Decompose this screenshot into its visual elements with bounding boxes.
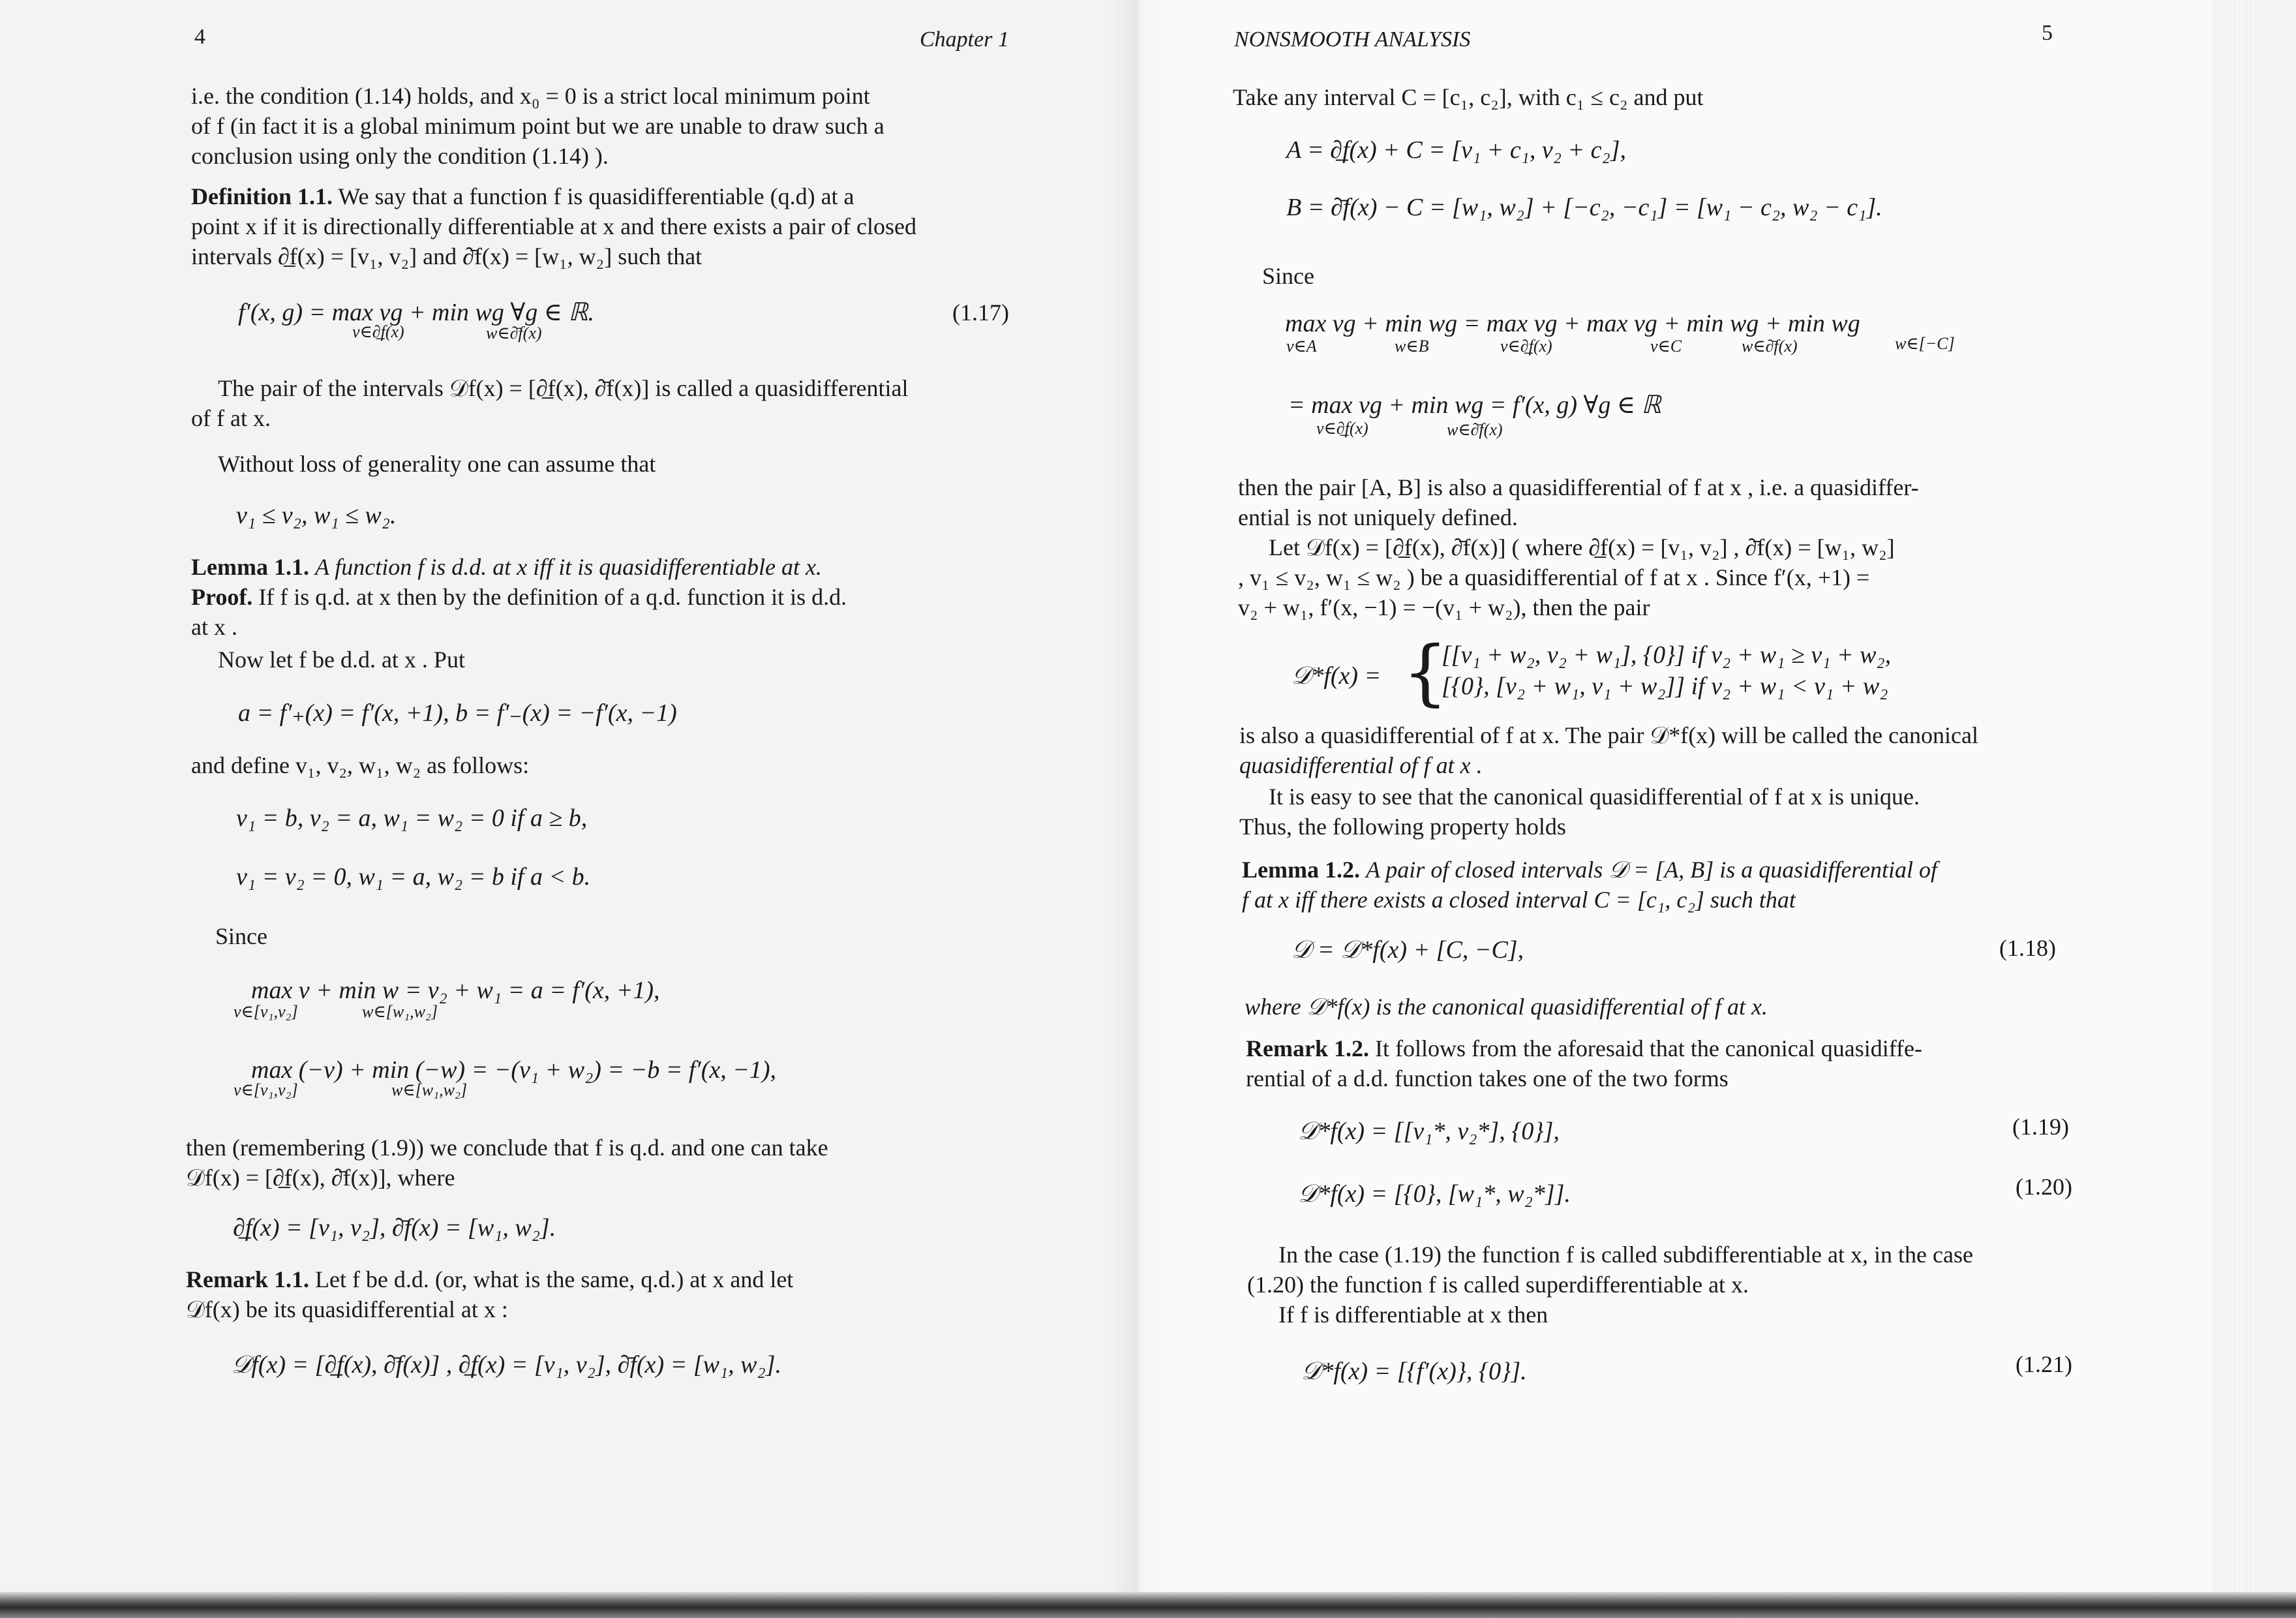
right-page-number: 5 [2042,21,2053,45]
equation-limit: w∈[−C] [1895,334,1955,353]
remark-line: 𝒟f(x) be its quasidifferential at x : [186,1296,508,1322]
since-line: Since [215,923,267,949]
equation-sum-1: max vg + min wg = max vg + max vg + min wg + min wg [1285,310,1860,337]
since-line: Since [1262,263,1314,289]
equation-1-20: 𝒟*f(x) = [{0}, [w₁*, w₂*]]. [1298,1180,1571,1208]
equation-limit: w∈∂̄f(x) [1447,420,1503,439]
equation-1-21: 𝒟*f(x) = [{f′(x)}, {0}]. [1301,1358,1527,1385]
take-line: Take any interval C = [c₁, c₂], with c₁ ≤ c₂ and put [1233,84,1704,110]
remark-label: Remark 1.1. [186,1266,309,1292]
equation-number: (1.21) [2016,1351,2072,1377]
nowlet-line: Now let f be d.d. at x . Put [218,647,465,673]
then-line: ential is not uniquely defined. [1238,504,1518,530]
remark-line: rential of a d.d. function takes one of the two forms [1246,1065,1729,1091]
then-line: then the pair [A, B] is also a quasidifferential of f at x , i.e. a quasidiffer- [1238,474,1919,500]
let-line: Let 𝒟f(x) = [∂̲f(x), ∂̄f(x)] ( where ∂̲f(x) = [v₁, v₂] , ∂̄f(x) = [w₁, w₂] [1269,534,1895,560]
remark-text: Let f be d.d. (or, what is the same, q.d.) at x and let [314,1266,794,1292]
equation-1-17: f′(x, g) = max vg + min wg ∀g ∈ ℝ. [238,299,595,326]
proof-line: at x . [191,614,237,640]
proof-text: If f is q.d. at x then by the definition of a q.d. function it is d.d. [258,584,847,610]
equation-limit: v∈∂̲f(x) [1500,337,1552,356]
canonical-case-1: [[v₁ + w₂, v₂ + w₁], {0}] if v₂ + w₁ ≥ v₁ + w₂, [1442,641,1892,669]
case-line: In the case (1.19) the function f is called subdifferentiable at x, in the case [1278,1242,1973,1268]
left-brace: { [1402,630,1448,714]
proof [191,582,847,612]
equation-ab: a = f′₊(x) = f′(x, +1), b = f′₋(x) = −f′(x, −1) [238,699,677,727]
para1-line: conclusion using only the condition (1.14) ). [191,143,609,169]
left-running-head: Chapter 1 [920,27,1009,52]
also-line: is also a quasidifferential of f at x. The pair 𝒟*f(x) will be called the canonical [1239,722,1978,748]
equation-number: (1.17) [952,299,1009,326]
left-page-number: 4 [194,25,205,49]
define-line: and define v₁, v₂, w₁, w₂ as follows: [191,752,530,778]
equation-limit: v∈A [1286,337,1317,356]
canonical-case-2: [{0}, [v₂ + w₁, v₁ + w₂]] if v₂ + w₁ < v₁ + w₂ [1442,673,1888,700]
where-line: where 𝒟*f(x) is the canonical quasidifferential of f at x. [1245,994,1768,1020]
equation-limit: w∈∂̄f(x) [486,324,542,343]
equation-1-19: 𝒟*f(x) = [[v₁*, v₂*], {0}], [1298,1118,1560,1145]
proof-label: Proof. [191,584,253,610]
page-edge [2211,0,2296,1618]
equation-last: 𝒟f(x) = [∂̲f(x), ∂̄f(x)] , ∂̲f(x) = [v₁, v₂], ∂̄f(x) = [w₁, w₂]. [232,1351,782,1379]
equation-limit: w∈B [1395,337,1429,356]
then-line: 𝒟f(x) = [∂̲f(x), ∂̄f(x)], where [186,1165,455,1191]
equation-limit: v∈[v₁,v₂] [234,1002,298,1021]
easy-line: Thus, the following property holds [1239,814,1566,840]
scan-bottom-edge [0,1592,2296,1618]
equation-limit: v∈∂̲f(x) [352,322,404,341]
ifdiff-line: If f is differentiable at x then [1278,1302,1548,1328]
case-2: v₁ = v₂ = 0, w₁ = a, w₂ = b if a < b. [236,863,591,891]
equation-limit: v∈∂̲f(x) [1316,419,1368,438]
para1-line: of f (in fact it is a global minimum point but we are unable to draw such a [191,113,884,139]
let-line: , v₁ ≤ v₂, w₁ ≤ w₂ ) be a quasidifferential of f at x . Since f′(x, +1) = [1238,564,1870,590]
also-line: quasidifferential of f at x . [1239,752,1483,778]
canonical-lhs: 𝒟*f(x) = [1292,662,1382,690]
equation-max-1: max v + min w = v₂ + w₁ = a = f′(x, +1), [251,977,660,1004]
remark-1-1 [186,1264,793,1294]
equation-1-18: 𝒟 = 𝒟*f(x) + [C, −C], [1292,936,1524,964]
case-1: v₁ = b, v₂ = a, w₁ = w₂ = 0 if a ≥ b, [236,804,588,832]
equation-limit: v∈C [1650,337,1682,356]
lemma-1-1 [191,552,822,582]
lemma-text: A function f is d.d. at x iff it is quasidifferentiable at x. [314,554,822,580]
equation-A: A = ∂̲f(x) + C = [v₁ + c₁, v₂ + c₂], [1286,136,1626,164]
lemma-label: Lemma 1.2. [1242,857,1360,883]
equation-limit: w∈[w₁,w₂] [391,1080,468,1099]
let-line: v₂ + w₁, f′(x, −1) = −(v₁ + w₂), then the pair [1238,594,1650,620]
lemma-label: Lemma 1.1. [191,554,309,580]
equation-B: B = ∂̄f(x) − C = [w₁, w₂] + [−c₂, −c₁] = [w₁ − c₂, w₂ − c₁]. [1286,194,1882,221]
equation-limit: w∈[w₁,w₂] [362,1002,438,1021]
definition-1-1 [191,181,854,211]
definition-text: We say that a function f is quasidifferentiable (q.d) at a [338,183,854,209]
inequality: v₁ ≤ v₂, w₁ ≤ w₂. [236,502,397,529]
equation-number: (1.20) [2016,1174,2072,1200]
equation-number: (1.19) [2012,1114,2069,1140]
easy-line: It is easy to see that the canonical quasidifferential of f at x is unique. [1269,784,1920,810]
remark-1-2 [1246,1033,1922,1063]
definition-line: point x if it is directionally differentiable at x and there exists a pair of closed [191,213,916,239]
pair-line: of f at x. [191,405,271,431]
definition-label: Definition 1.1. [191,183,333,209]
wlog-line: Without loss of generality one can assume that [218,451,656,477]
lemma-1-2 [1242,855,1937,885]
equation-sum-2: = max vg + min wg = f′(x, g) ∀g ∈ ℝ [1288,391,1661,419]
equation-limit: w∈∂̄f(x) [1742,337,1798,356]
then-line: then (remembering (1.9)) we conclude that f is q.d. and one can take [186,1135,828,1161]
remark-label: Remark 1.2. [1246,1035,1369,1061]
equation-limit: v∈[v₁,v₂] [234,1080,298,1099]
right-running-head: NONSMOOTH ANALYSIS [1234,27,1471,52]
case-line: (1.20) the function f is called superdifferentiable at x. [1247,1272,1749,1298]
remark-text: It follows from the aforesaid that the canonical quasidiffe- [1374,1035,1923,1061]
equation-number: (1.18) [1999,935,2056,961]
lemma-line: f at x iff there exists a closed interval C = [c₁, c₂] such that [1242,887,1796,913]
definition-line: intervals ∂̲f(x) = [v₁, v₂] and ∂̄f(x) = [w₁, w₂] such that [191,243,702,269]
equation-max-2: max (−v) + min (−w) = −(v₁ + w₂) = −b = f′(x, −1), [251,1056,777,1084]
book-gutter [1109,0,1168,1611]
lemma-text: A pair of closed intervals 𝒟 = [A, B] is a quasidifferential of [1365,857,1937,883]
equation-def: ∂̲f(x) = [v₁, v₂], ∂̄f(x) = [w₁, w₂]. [233,1214,556,1242]
para1-line: i.e. the condition (1.14) holds, and x₀ = 0 is a strict local minimum point [191,83,870,109]
pair-line: The pair of the intervals 𝒟f(x) = [∂̲f(x), ∂̄f(x)] is called a quasidifferential [218,375,909,401]
